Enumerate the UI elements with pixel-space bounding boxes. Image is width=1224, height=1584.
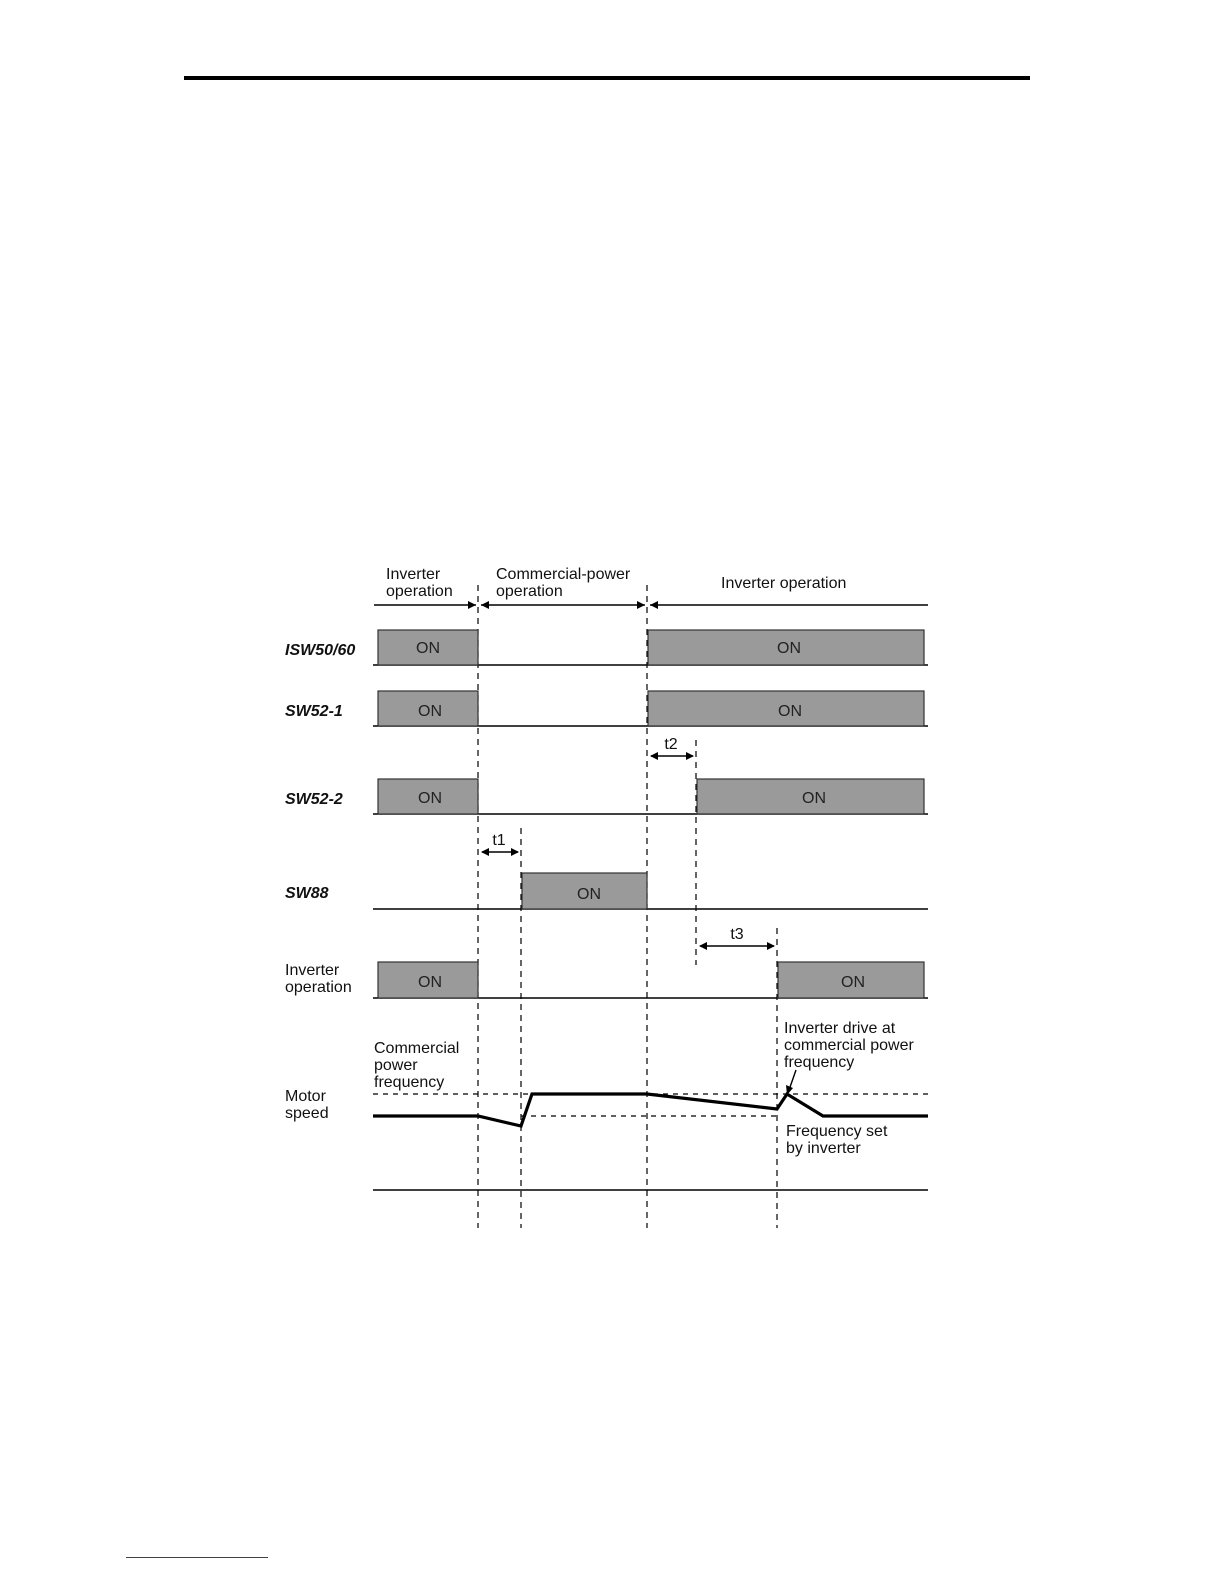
timing-arrow-t1 — [481, 848, 519, 856]
timing-label-t2: t2 — [664, 736, 678, 753]
isw50-60-on-text-2: ON — [777, 640, 801, 657]
inverter-drive-note: Inverter drive at commercial power frequency — [784, 1020, 914, 1071]
isw50-60-on-text-1: ON — [416, 640, 440, 657]
motor-speed-curve — [373, 1094, 928, 1126]
signal-label-isw50-60: ISW50/60 — [285, 642, 356, 659]
commercial-power-frequency-label: Commercial power frequency — [374, 1040, 460, 1091]
sw52-2-on-text-1: ON — [418, 790, 442, 807]
signal-label-sw52-1: SW52-1 — [285, 703, 343, 720]
signal-label-sw88: SW88 — [285, 885, 329, 902]
footer-link-underline — [126, 1557, 268, 1558]
phase-label-inverter-operation-1: Inverter operation — [386, 566, 453, 600]
sw52-1-on-text-2: ON — [778, 703, 802, 720]
inverter-operation-on-text-1: ON — [418, 974, 442, 991]
timing-label-t3: t3 — [730, 926, 744, 943]
timing-label-t1: t1 — [492, 832, 506, 849]
inverter-drive-pointer-arrow — [786, 1070, 796, 1095]
sw52-1-on-text-1: ON — [418, 703, 442, 720]
timing-arrow-t2 — [650, 752, 694, 760]
frequency-set-note: Frequency set by inverter — [786, 1123, 888, 1157]
sw88-on-text: ON — [577, 886, 601, 903]
signal-label-inverter-operation: Inverter operation — [285, 962, 352, 996]
phase-label-inverter-operation-2: Inverter operation — [721, 575, 847, 592]
inverter-operation-on-text-2: ON — [841, 974, 865, 991]
motor-speed-label: Motor speed — [285, 1088, 329, 1122]
phase-label-commercial-power-operation: Commercial-power operation — [496, 566, 631, 600]
phase-span-arrows — [374, 601, 928, 609]
timing-arrow-t3 — [699, 942, 775, 950]
sw52-2-on-text-2: ON — [802, 790, 826, 807]
signal-label-sw52-2: SW52-2 — [285, 791, 343, 808]
